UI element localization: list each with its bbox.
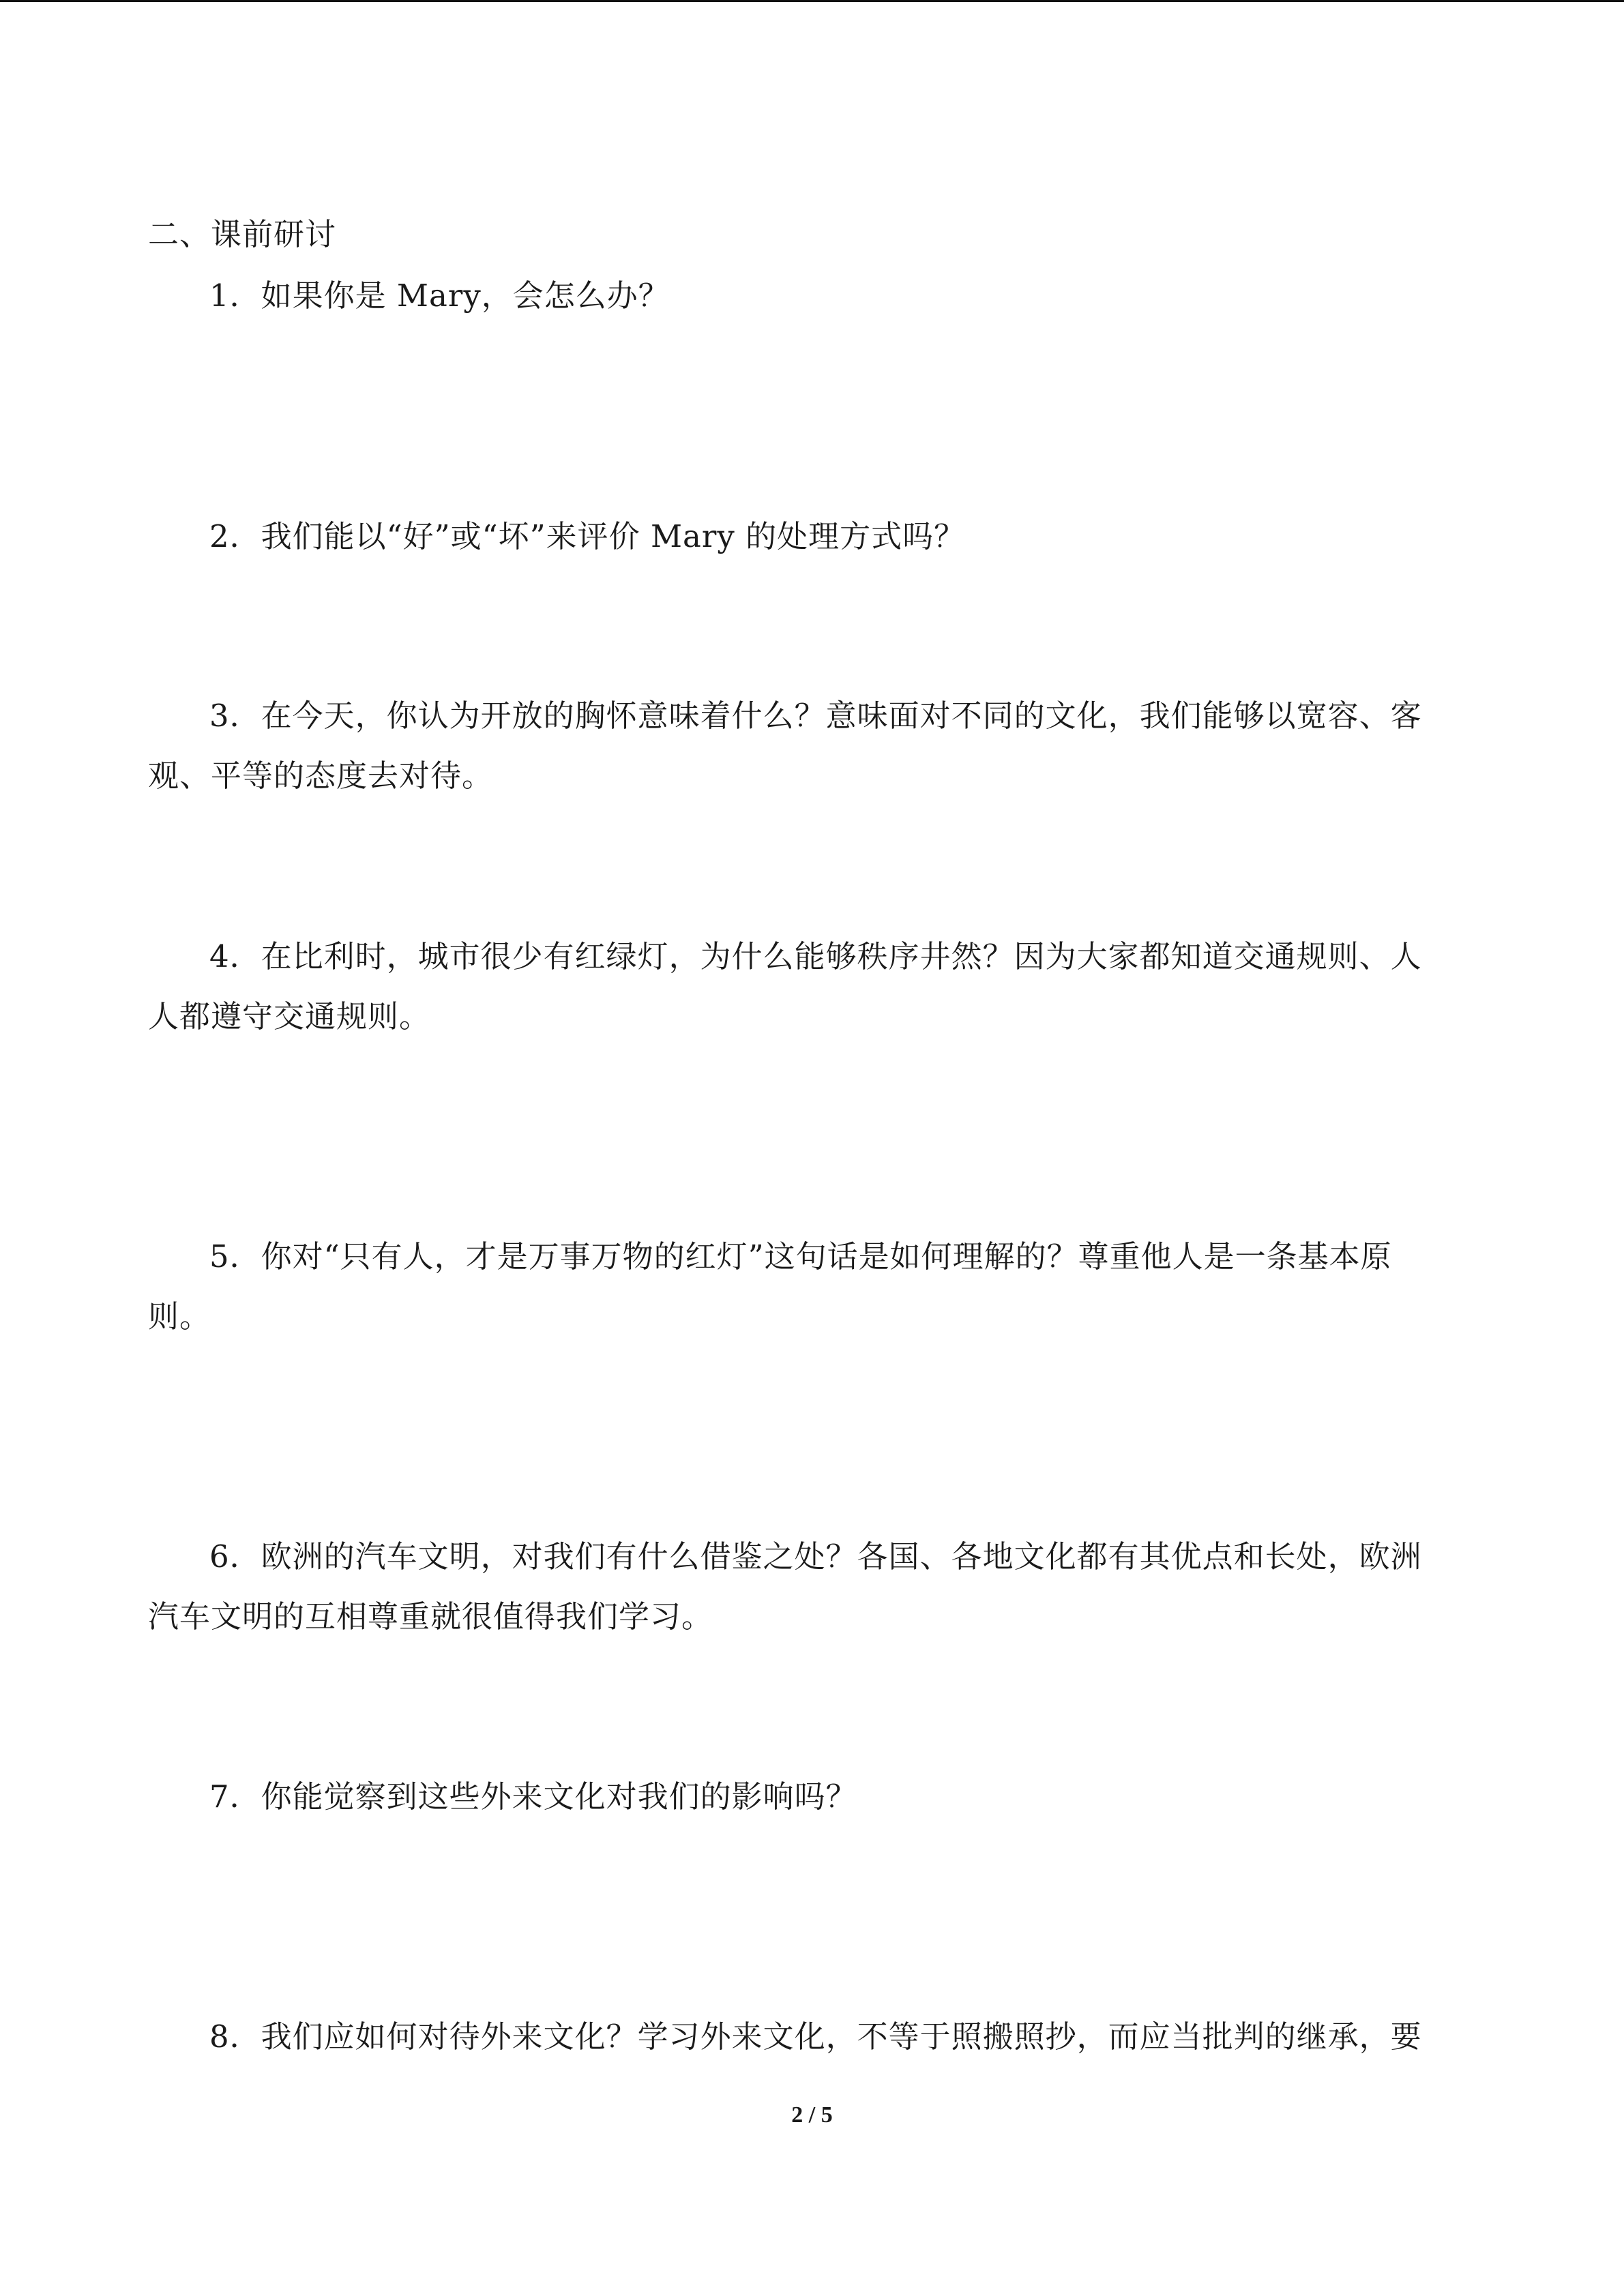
section-heading: 二、课前研讨	[148, 216, 337, 252]
question-3: 3．在今天，你认为开放的胸怀意味着什么？意味面对不同的文化，我们能够以宽容、客	[209, 698, 1422, 734]
question-2: 2．我们能以“好”或“坏”来评价 Mary 的处理方式吗？	[209, 518, 966, 554]
question-8: 8．我们应如何对待外来文化？学习外来文化，不等于照搬照抄，而应当批判的继承，要	[209, 2018, 1422, 2055]
question-7: 7．你能觉察到这些外来文化对我们的影响吗？	[209, 1778, 857, 1815]
question-3-continuation: 观、平等的态度去对待。	[148, 758, 494, 794]
page-top-border	[0, 0, 1624, 2]
question-4-continuation: 人都遵守交通规则。	[148, 998, 431, 1034]
question-5: 5．你对“只有人，才是万事万物的红灯”这句话是如何理解的？尊重他人是一条基本原	[209, 1238, 1392, 1274]
page-number: 2 / 5	[791, 2102, 833, 2128]
question-5-continuation: 则。	[148, 1298, 211, 1335]
question-6: 6．欧洲的汽车文明，对我们有什么借鉴之处？各国、各地文化都有其优点和长处，欧洲	[209, 1538, 1422, 1575]
question-6-continuation: 汽车文明的互相尊重就很值得我们学习。	[148, 1598, 713, 1635]
question-4: 4．在比利时，城市很少有红绿灯，为什么能够秩序井然？因为大家都知道交通规则、人	[209, 938, 1422, 974]
question-1: 1．如果你是 Mary，会怎么办？	[209, 278, 670, 314]
